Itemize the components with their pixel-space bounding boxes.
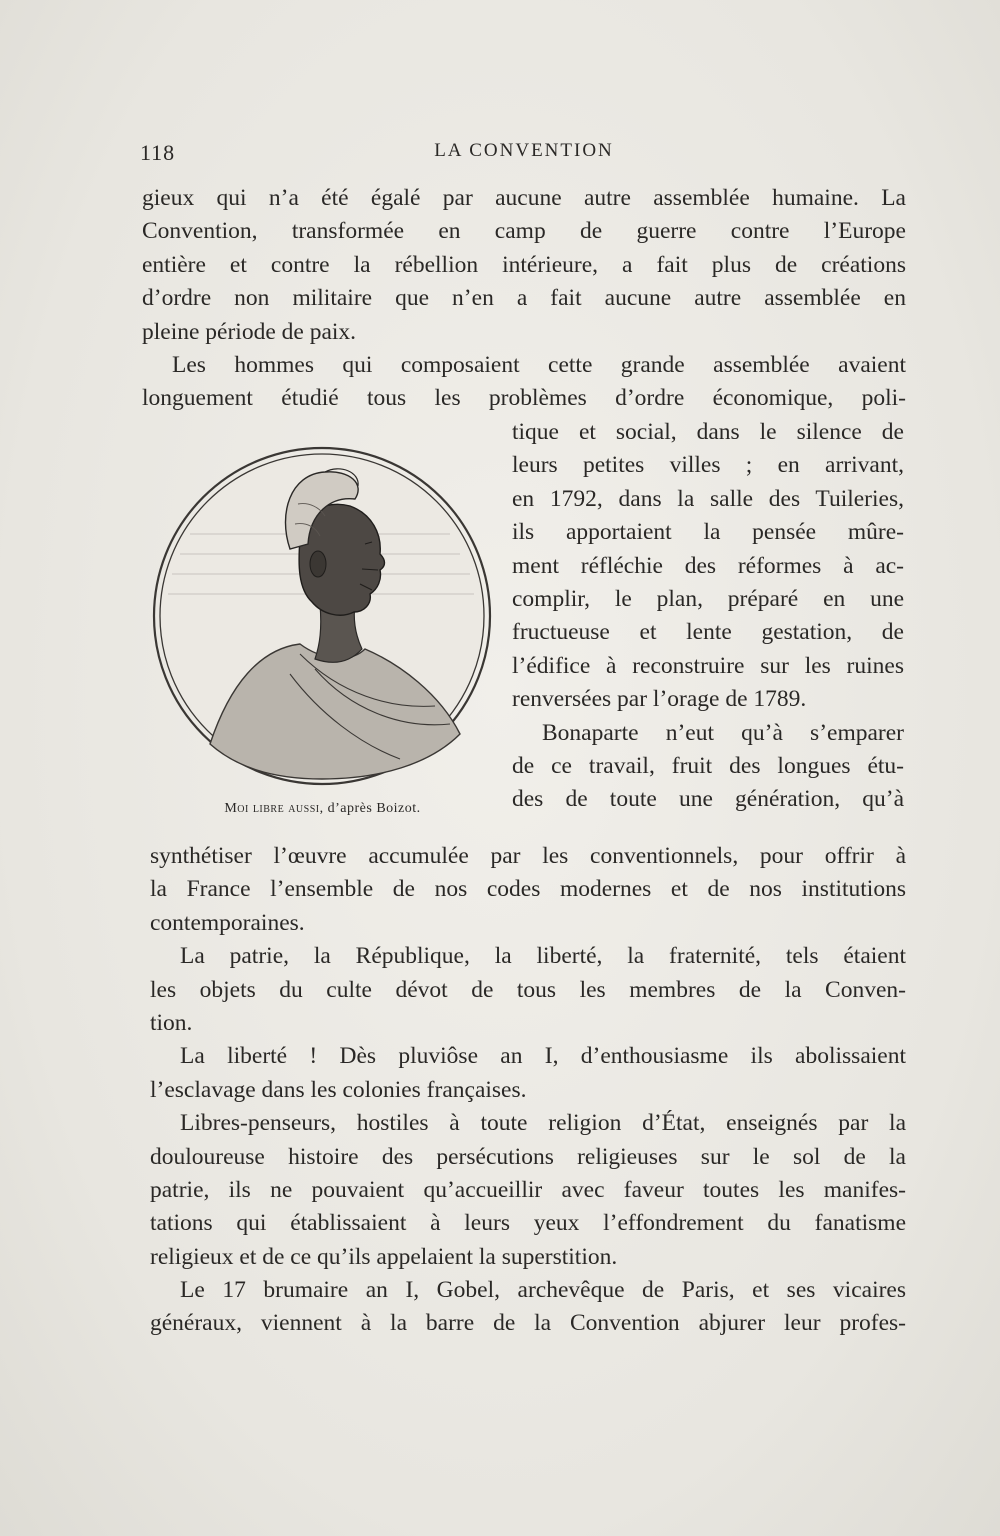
text-line: ils apportaient la pensée mûre- [512, 519, 904, 546]
running-title: LA CONVENTION [434, 140, 614, 161]
caption-title: Moi libre aussi, [224, 801, 324, 816]
text-line: tations qui établissaient à leurs yeux l’effondrement du fanatisme [150, 1210, 906, 1237]
text-line: complir, le plan, préparé en une [512, 585, 904, 612]
text-line: la France l’ensemble de nos codes modernes et de nos institutions [150, 876, 906, 903]
text-block-bottom [150, 840, 906, 1341]
text-line: généraux, viennent à la barre de la Convention abjurer leur profes- [150, 1310, 906, 1337]
text-line: d’ordre non militaire que n’en a fait aucune autre assemblée en [142, 285, 906, 312]
text-line: tique et social, dans le silence de [512, 419, 904, 445]
text-line: l’esclavage dans les colonies françaises. [150, 1076, 527, 1103]
text-line: tion. [150, 1009, 193, 1036]
text-line: Libres-penseurs, hostiles à toute religion d’État, enseignés par la [180, 1110, 906, 1137]
caption-credit: d’après Boizot. [323, 801, 421, 816]
text-line: les objets du culte dévot de tous les membres de la Conven- [150, 976, 906, 1003]
text-line: pleine période de paix. [142, 318, 357, 345]
text-line: douloureuse histoire des persécutions religieuses sur le sol de la [150, 1143, 906, 1170]
portrait-medallion [150, 444, 495, 789]
text-line: l’édifice à reconstruire sur les ruines [512, 652, 904, 679]
text-line: synthétiser l’œuvre accumulée par les conventionnels, pour offrir à [150, 843, 906, 869]
text-line: leurs petites villes ; en arrivant, [512, 452, 904, 479]
text-line: Bonaparte n’eut qu’à s’emparer [542, 719, 904, 746]
text-line: Le 17 brumaire an I, Gobel, archevêque de Paris, et ses vicaires [180, 1277, 906, 1304]
text-line: gieux qui n’a été égalé par aucune autre assemblée humaine. La [142, 185, 906, 211]
text-line: Convention, transformée en camp de guerre contre l’Europe [142, 218, 906, 245]
text-line: religieux et de ce qu’ils appelaient la superstition. [150, 1243, 618, 1270]
text-line: La patrie, la République, la liberté, la fraternité, tels étaient [180, 943, 906, 970]
text-line: contemporaines. [150, 909, 305, 936]
page-number: 118 [140, 140, 176, 165]
text-line: fructueuse et lente gestation, de [512, 619, 904, 646]
text-block-right [512, 416, 904, 817]
text-line: en 1792, dans la salle des Tuileries, [512, 485, 904, 512]
text-line: longuement étudié tous les problèmes d’ordre économique, poli- [142, 385, 906, 412]
page-header [140, 140, 908, 176]
text-block-top [142, 182, 906, 416]
text-line: de ce travail, fruit des longues étu- [512, 752, 904, 779]
text-line: renversées par l’orage de 1789. [512, 686, 807, 713]
figure-caption [150, 801, 495, 817]
portrait-figure [150, 444, 495, 834]
text-line: entière et contre la rébellion intérieure, a fait plus de créations [142, 251, 906, 278]
text-line: patrie, ils ne pouvaient qu’accueillir avec faveur toutes les manifes- [150, 1176, 906, 1203]
text-line: Les hommes qui composaient cette grande assemblée avaient [172, 351, 906, 378]
text-line: des de toute une génération, qu’à [512, 786, 904, 813]
text-line: ment réfléchie des réformes à ac- [512, 552, 904, 579]
text-line: La liberté ! Dès pluviôse an I, d’enthousiasme ils abolissaient [180, 1043, 906, 1070]
